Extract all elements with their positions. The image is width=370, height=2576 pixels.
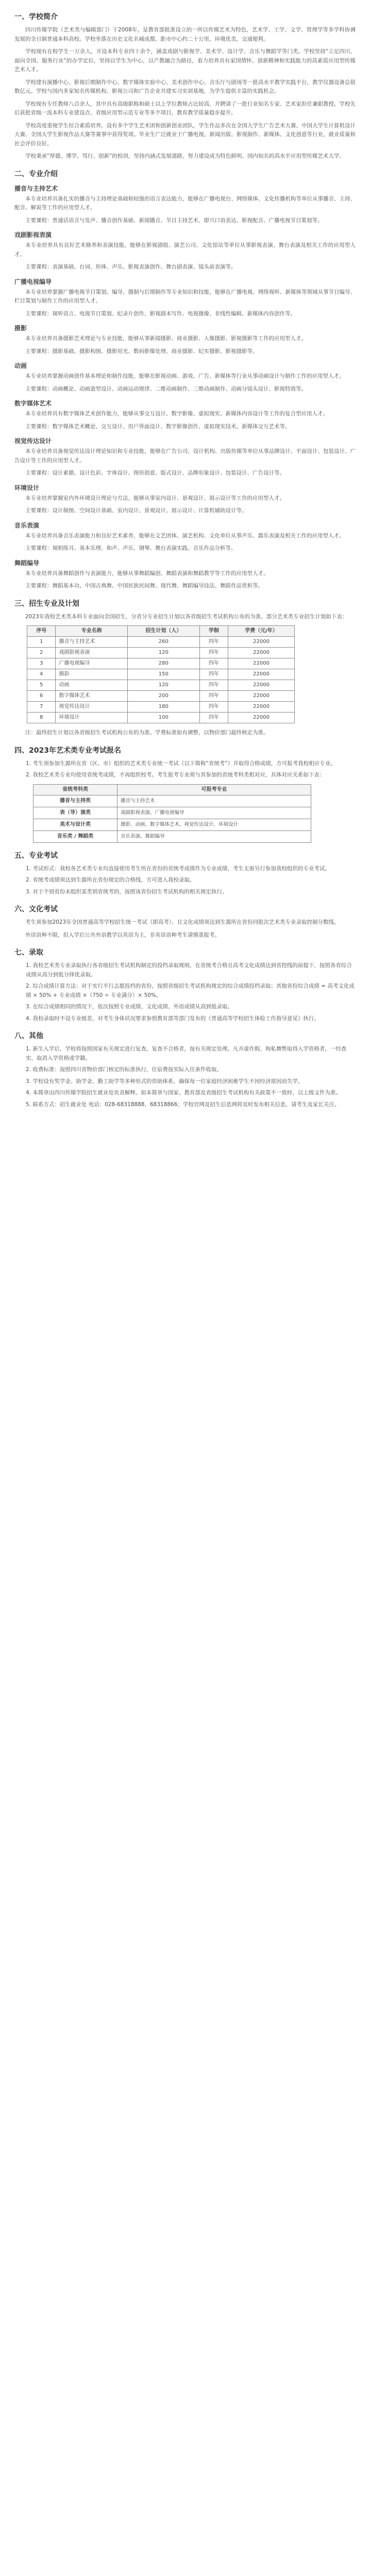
major-paragraph: 本专业培养掌握室内外环境设计理论与方法，能够从事室内设计、景观设计、展示设计等工作的应用型人才。 [25, 495, 285, 501]
exam-table-body [33, 795, 311, 842]
intro-paragraph: 四川传媒学院（艺术类与编辑部门）于2008年，是教育部批准设立的一所以传媒艺术为特色，艺术学、工学、文学、管理学等多学科协调发展的全日制普通本科高校。学校坐落在历史文化名城成都，距市中心约二十公里，环境优美，交通便利。 [14, 27, 356, 42]
intro-paragraph: 学校秉承“厚德、博学、笃行、创新”的校训，坚持内涵式发展道路，努力建设成为特色鲜明、国内知名的高水平应用型传媒艺术大学。 [25, 153, 345, 159]
table-cell: 22000 [228, 691, 295, 702]
major-paragraph: 本专业培养具备舞蹈创作与表演能力，能够从事舞蹈编创、舞蹈表演和舞蹈教学等工作的应用型人才。 [25, 570, 269, 577]
major-paragraph: 主要课程：普通话语音与发声、播音创作基础、新闻播音、节目主持艺术、即兴口语表达、影视配音、广播电视节目策划等。 [25, 217, 323, 224]
exam-category-cell: 表（导）演类 [33, 807, 117, 819]
major-title: 舞蹈编导 [14, 559, 40, 567]
table-cell: 22000 [228, 637, 295, 648]
exam-category-cell: 美术与设计类 [33, 819, 117, 831]
major-paragraph: 本专业培养具备视觉传达设计理论知识和专业技能，能够在广告公司、设计机构、出版传媒等单位从事品牌设计、平面设计、包装设计、广告设计等工作的应用型人才。 [14, 448, 356, 464]
exam-category-cell: 播音与主持类 [33, 795, 117, 807]
other-item: 4. 本简章由四川传媒学院招生就业处负责解释。如本简章与国家、教育部及省级招生考试机构有关政策不一致时，以上级文件为准。 [26, 1090, 341, 1096]
admission-item: 1. 我校艺术类专业录取执行各省级招生考试机构制定的投档录取规则，在省统考合格且高考文化成绩达到省控线的前提下，按照各省综合成绩从高分到低分择优录取。 [26, 962, 352, 978]
table-cell: 四年 [199, 680, 228, 691]
other-item: 3. 学校设有奖学金、助学金、勤工助学等多种形式的资助体系，确保每一位家庭经济困难学生不因经济原因而失学。 [26, 1078, 304, 1084]
other-item: 5. 联系方式：招生就业处 电话：028-68318888、68318866；学校官网及招生信息网将及时发布相关信息，请考生及家长关注。 [26, 1101, 340, 1108]
table-cell: 5 [27, 680, 56, 691]
exam-subjects-cell: 戏剧影视表演、广播电视编导 [117, 807, 311, 819]
culture-paragraph: 考生须参加2023年全国普通高等学校招生统一考试（即高考），且文化成绩须达到生源所在省份同批次艺术类专业录取控制分数线。 [25, 919, 340, 925]
enrollment-table-body [27, 637, 295, 723]
culture-paragraph: 外语语种不限，但入学后公共外语教学以英语为主，非英语语种考生请慎重报考。 [25, 931, 220, 938]
major-paragraph: 主要课程：摄影基础、摄影构图、摄影用光、数码影像处理、商业摄影、纪实摄影、影视摄影等。 [25, 348, 258, 354]
section-heading-registration: 四、2023年艺术类专业考试报名 [14, 746, 121, 755]
table-row [27, 637, 295, 648]
table-cell: 22000 [228, 680, 295, 691]
table-header-cell: 招生计划（人） [128, 626, 200, 637]
major-paragraph: 主要课程：动画概论、动画造型设计、动画运动规律、二维动画制作、三维动画制作、动画分镜头设计、影视特效等。 [25, 385, 307, 392]
table-cell: 7 [27, 702, 56, 713]
table-cell: 视觉传达设计 [56, 702, 128, 713]
other-section [14, 1045, 356, 1109]
table-row [27, 713, 295, 723]
table-header-cell: 学费（元/年） [228, 626, 295, 637]
section-heading-admission: 七、录取 [14, 948, 43, 957]
table-cell: 四年 [199, 648, 228, 658]
section-heading-culture: 六、文化考试 [14, 905, 58, 913]
exam-subjects-cell: 摄影、动画、数字媒体艺术、视觉传达设计、环境设计 [117, 819, 311, 831]
table-cell: 4 [27, 669, 56, 680]
section-heading-exam: 五、专业考试 [14, 851, 58, 860]
major-paragraph: 本专业培养具备音乐表演能力和良好艺术素养，能够在文艺团体、演艺机构、文化单位从事声乐、器乐表演及相关工作的应用型人才。 [25, 532, 345, 539]
other-item: 2. 收费标准：按照四川省物价部门核定的标准执行，住宿费按实际入住条件收取。 [26, 1066, 222, 1073]
exam-section [14, 865, 356, 897]
table-header-cell: 省统考科类 [33, 784, 117, 795]
section-heading-intro: 一、学校简介 [14, 13, 58, 21]
table-row [27, 648, 295, 658]
table-row [33, 819, 311, 831]
exam-subjects-cell: 音乐表演、舞蹈编导 [117, 831, 311, 842]
intro-paragraph: 学校建有演播中心、影视后期制作中心、数字媒体实验中心、美术创作中心、音乐厅与剧场等一批高水平教学实践平台，教学仪器设备总值数亿元。学校与国内多家知名传媒机构、影视公司和广告企业共建实习实训基地，为学生提供丰富的实践机会。 [14, 79, 356, 94]
table-cell: 动画 [56, 680, 128, 691]
table-row [27, 658, 295, 669]
major-title: 视觉传达设计 [14, 437, 52, 445]
table-row [33, 795, 311, 807]
section-heading-other: 八、其他 [14, 1032, 43, 1040]
exam-item: 2. 省统考成绩须达到生源所在省份规定的合格线，方可进入我校录取。 [26, 877, 195, 883]
admission-item: 2. 综合成绩计算方法：对于实行平行志愿投档的省份，按照省级招生考试机构规定的综合成绩投档录取；其他省份综合成绩 = 高考文化成绩 × 50% + 专业成绩 ×（750 ÷ 专业满分）× 50%。 [26, 983, 355, 998]
major-paragraph: 主要课程：表演基础、台词、形体、声乐、影视表演创作、舞台剧表演、镜头前表演等。 [25, 264, 237, 270]
major-title: 环境设计 [14, 484, 40, 492]
major-paragraph: 主要课程：设计制图、空间设计基础、室内设计、景观设计、展示设计、计算机辅助设计等。 [25, 507, 247, 514]
table-cell: 数字媒体艺术 [56, 691, 128, 702]
table-cell: 280 [128, 658, 200, 669]
table-cell: 120 [128, 680, 200, 691]
major-title: 播音与主持艺术 [14, 184, 58, 192]
table-cell: 6 [27, 691, 56, 702]
major-paragraph: 本专业培养掌握动画创作基本理论和制作技能，能够在影视动画、游戏、广告、新媒体等行业从事动画设计与制作工作的应用型人才。 [25, 373, 345, 379]
major-paragraph: 本专业培养具有良好艺术修养和表演技能，能够在影视剧组、演艺公司、文化馆站等单位从事影视表演、舞台表演及相关工作的应用型人才。 [14, 242, 356, 258]
table-cell: 260 [128, 637, 200, 648]
table-cell: 200 [128, 691, 200, 702]
table-row [33, 831, 311, 842]
major-paragraph: 本专业培养具有数字媒体艺术创作能力，能够从事交互设计、数字影像、虚拟现实、新媒体内容设计等工作的复合型应用人才。 [25, 411, 328, 417]
table-cell: 22000 [228, 702, 295, 713]
table-row [27, 702, 295, 713]
table-cell: 100 [128, 713, 200, 723]
table-cell: 120 [128, 648, 200, 658]
major-paragraph: 主要课程：视唱练耳、基本乐理、和声、声乐、钢琴、舞台表演实践、音乐作品分析等。 [25, 545, 237, 551]
table-row [33, 807, 311, 819]
table-cell: 播音与主持艺术 [56, 637, 128, 648]
table-cell: 四年 [199, 691, 228, 702]
table-header-cell: 序号 [27, 626, 56, 637]
table-header-cell: 专业名称 [56, 626, 128, 637]
section-heading-majors: 二、专业介绍 [14, 170, 58, 178]
table-cell: 戏剧影视表演 [56, 648, 128, 658]
major-title: 广播电视编导 [14, 278, 52, 285]
majors-section [14, 184, 356, 591]
enrollment-table-header [27, 626, 295, 637]
table-header-cell: 可报考专业 [117, 784, 311, 795]
registration-item: 2. 我校艺术类专业均使用省统考成绩，不再组织校考。考生报考专业须与其参加的省统考科类相对应，具体对应关系如下表： [26, 772, 325, 778]
major-paragraph: 主要课程：视听语言、电视节目策划、纪录片创作、影视剧本写作、电视摄像、非线性编辑、新媒体内容创作等。 [25, 310, 296, 317]
intro-paragraph: 学校高度重视学生综合素质培养，设有多个学生艺术团和创新创业团队，学生作品多次在全国大学生广告艺术大赛、中国大学生计算机设计大赛、全国大学生影视作品大赛等赛事中获得奖项。毕业生广泛就业于广播电视、新闻出版、影视制作、新媒体、文化创意等行业，就业质量和社会评价良好。 [14, 122, 356, 147]
table-cell: 1 [27, 637, 56, 648]
exam-item: 3. 对于个别省份未组织某类别省统考的，按照该省份招生考试机构的相关规定执行。 [26, 888, 228, 895]
table-header-cell: 学制 [199, 626, 228, 637]
intro-paragraph: 学校现有在校学生一万余人，开设本科专业四十余个，涵盖戏剧与影视学、美术学、设计学、音乐与舞蹈学等门类。学校坚持“立足四川、面向全国、服务行业”的办学定位，坚持以学生为中心，以产教融合为路径，着力培养具有家国情怀、创新精神和实践能力的高素质应用型传媒艺术人才。 [14, 48, 356, 73]
table-cell: 22000 [228, 648, 295, 658]
table-cell: 环境设计 [56, 713, 128, 723]
table-row [27, 691, 295, 702]
admission-item: 4. 我校录取时不设专业级差，对考生身体状况要求参照教育部等部门发布的《普通高等学校招生体检工作指导意见》执行。 [26, 1015, 319, 1022]
enrollment-intro: 2023年我校艺术类本科专业面向全国招生，分省分专业招生计划以各省级招生考试机构公布的为准。部分艺术类专业招生计划如下表： [25, 613, 348, 620]
table-cell: 22000 [228, 713, 295, 723]
table-cell: 广播电视编导 [56, 658, 128, 669]
major-paragraph: 本专业培养具备扎实的播音与主持理论基础和较强的语言表达能力，能够在广播电视台、网络媒体、文化传播机构等单位从事播音、主持、配音、解说等工作的应用型人才。 [14, 195, 356, 211]
exam-subjects-cell: 播音与主持艺术 [117, 795, 311, 807]
major-paragraph: 本专业培养具备摄影艺术理论与专业技能，能够从事新闻摄影、商业摄影、人像摄影、影视摄影等工作的应用型人才。 [25, 335, 307, 342]
major-title: 动画 [14, 362, 27, 369]
table-cell: 摄影 [56, 669, 128, 680]
table-cell: 180 [128, 702, 200, 713]
other-item: 1. 新生入学后，学校将按照国家有关规定进行复查，复查不合格者，按有关规定处理。凡弄虚作假、徇私舞弊取得入学资格者，一经查实，取消入学资格或学籍。 [26, 1046, 347, 1061]
exam-category-table [33, 784, 311, 843]
major-title: 戏剧影视表演 [14, 231, 52, 239]
table-cell: 2 [27, 648, 56, 658]
major-title: 摄影 [14, 325, 27, 332]
table-cell: 四年 [199, 637, 228, 648]
table-cell: 3 [27, 658, 56, 669]
exam-table-header [33, 784, 311, 795]
major-paragraph: 主要课程：设计素描、设计色彩、字体设计、图形创意、版式设计、品牌形象设计、包装设计、广告设计等。 [25, 470, 285, 476]
admission-item: 3. 在综合成绩相同的情况下，依次按照专业成绩、文化成绩、外语成绩从高到低录取。 [26, 1004, 233, 1010]
intro-section [14, 26, 356, 161]
major-paragraph: 主要课程：舞蹈基本功、中国古典舞、中国民族民间舞、现代舞、舞蹈编导技法、舞蹈作品赏析等。 [25, 583, 263, 589]
exam-category-cell: 音乐类 / 舞蹈类 [33, 831, 117, 842]
enrollment-note: 注：最终招生计划以各省级招生考试机构公布的为准。学费标准如有调整，以物价部门最终核定为准。 [25, 730, 269, 736]
table-row [27, 680, 295, 691]
table-cell: 四年 [199, 713, 228, 723]
table-cell: 四年 [199, 702, 228, 713]
document-body [14, 0, 356, 1124]
table-cell: 8 [27, 713, 56, 723]
enrollment-table [27, 625, 295, 723]
major-paragraph: 本专业培养掌握广播电视节目策划、编导、摄制与后期制作等专业知识和技能，能够在广播电视、网络视听、新媒体等领域从事节目编导、栏目策划与制作工作的应用型人才。 [14, 289, 356, 304]
table-cell: 四年 [199, 658, 228, 669]
table-cell: 四年 [199, 669, 228, 680]
admission-section [14, 961, 356, 1023]
major-title: 数字媒体艺术 [14, 400, 52, 407]
major-paragraph: 主要课程：数字媒体艺术概论、交互设计、用户界面设计、数字影像创作、虚拟现实技术、新媒体交互艺术等。 [25, 423, 291, 430]
table-row [27, 669, 295, 680]
registration-item: 1. 考生须参加生源所在省（区、市）组织的艺术类专业统一考试（以下简称“省统考”）并取得合格成绩，方可报考我校相应专业。 [26, 760, 336, 767]
exam-item: 1. 考试形式：我校各艺术类专业均直接使用考生所在省份的省统考成绩作为专业成绩，考生无需另行参加我校组织的专业考试。 [26, 865, 330, 872]
intro-paragraph: 学校现有专任教师八百余人，其中具有高级职称和硕士以上学位教师占比较高，并聘请了一批行业知名专家、艺术家担任兼职教授。学校先后获批省级一流本科专业建设点、省级应用型示范专业等多个项目，教育教学质量稳步提升。 [14, 100, 356, 116]
major-title: 音乐表演 [14, 521, 40, 529]
table-cell: 22000 [228, 669, 295, 680]
registration-section [14, 759, 356, 780]
table-cell: 150 [128, 669, 200, 680]
culture-section [14, 918, 356, 940]
section-heading-enrollment: 三、招生专业及计划 [14, 599, 79, 608]
table-cell: 22000 [228, 658, 295, 669]
